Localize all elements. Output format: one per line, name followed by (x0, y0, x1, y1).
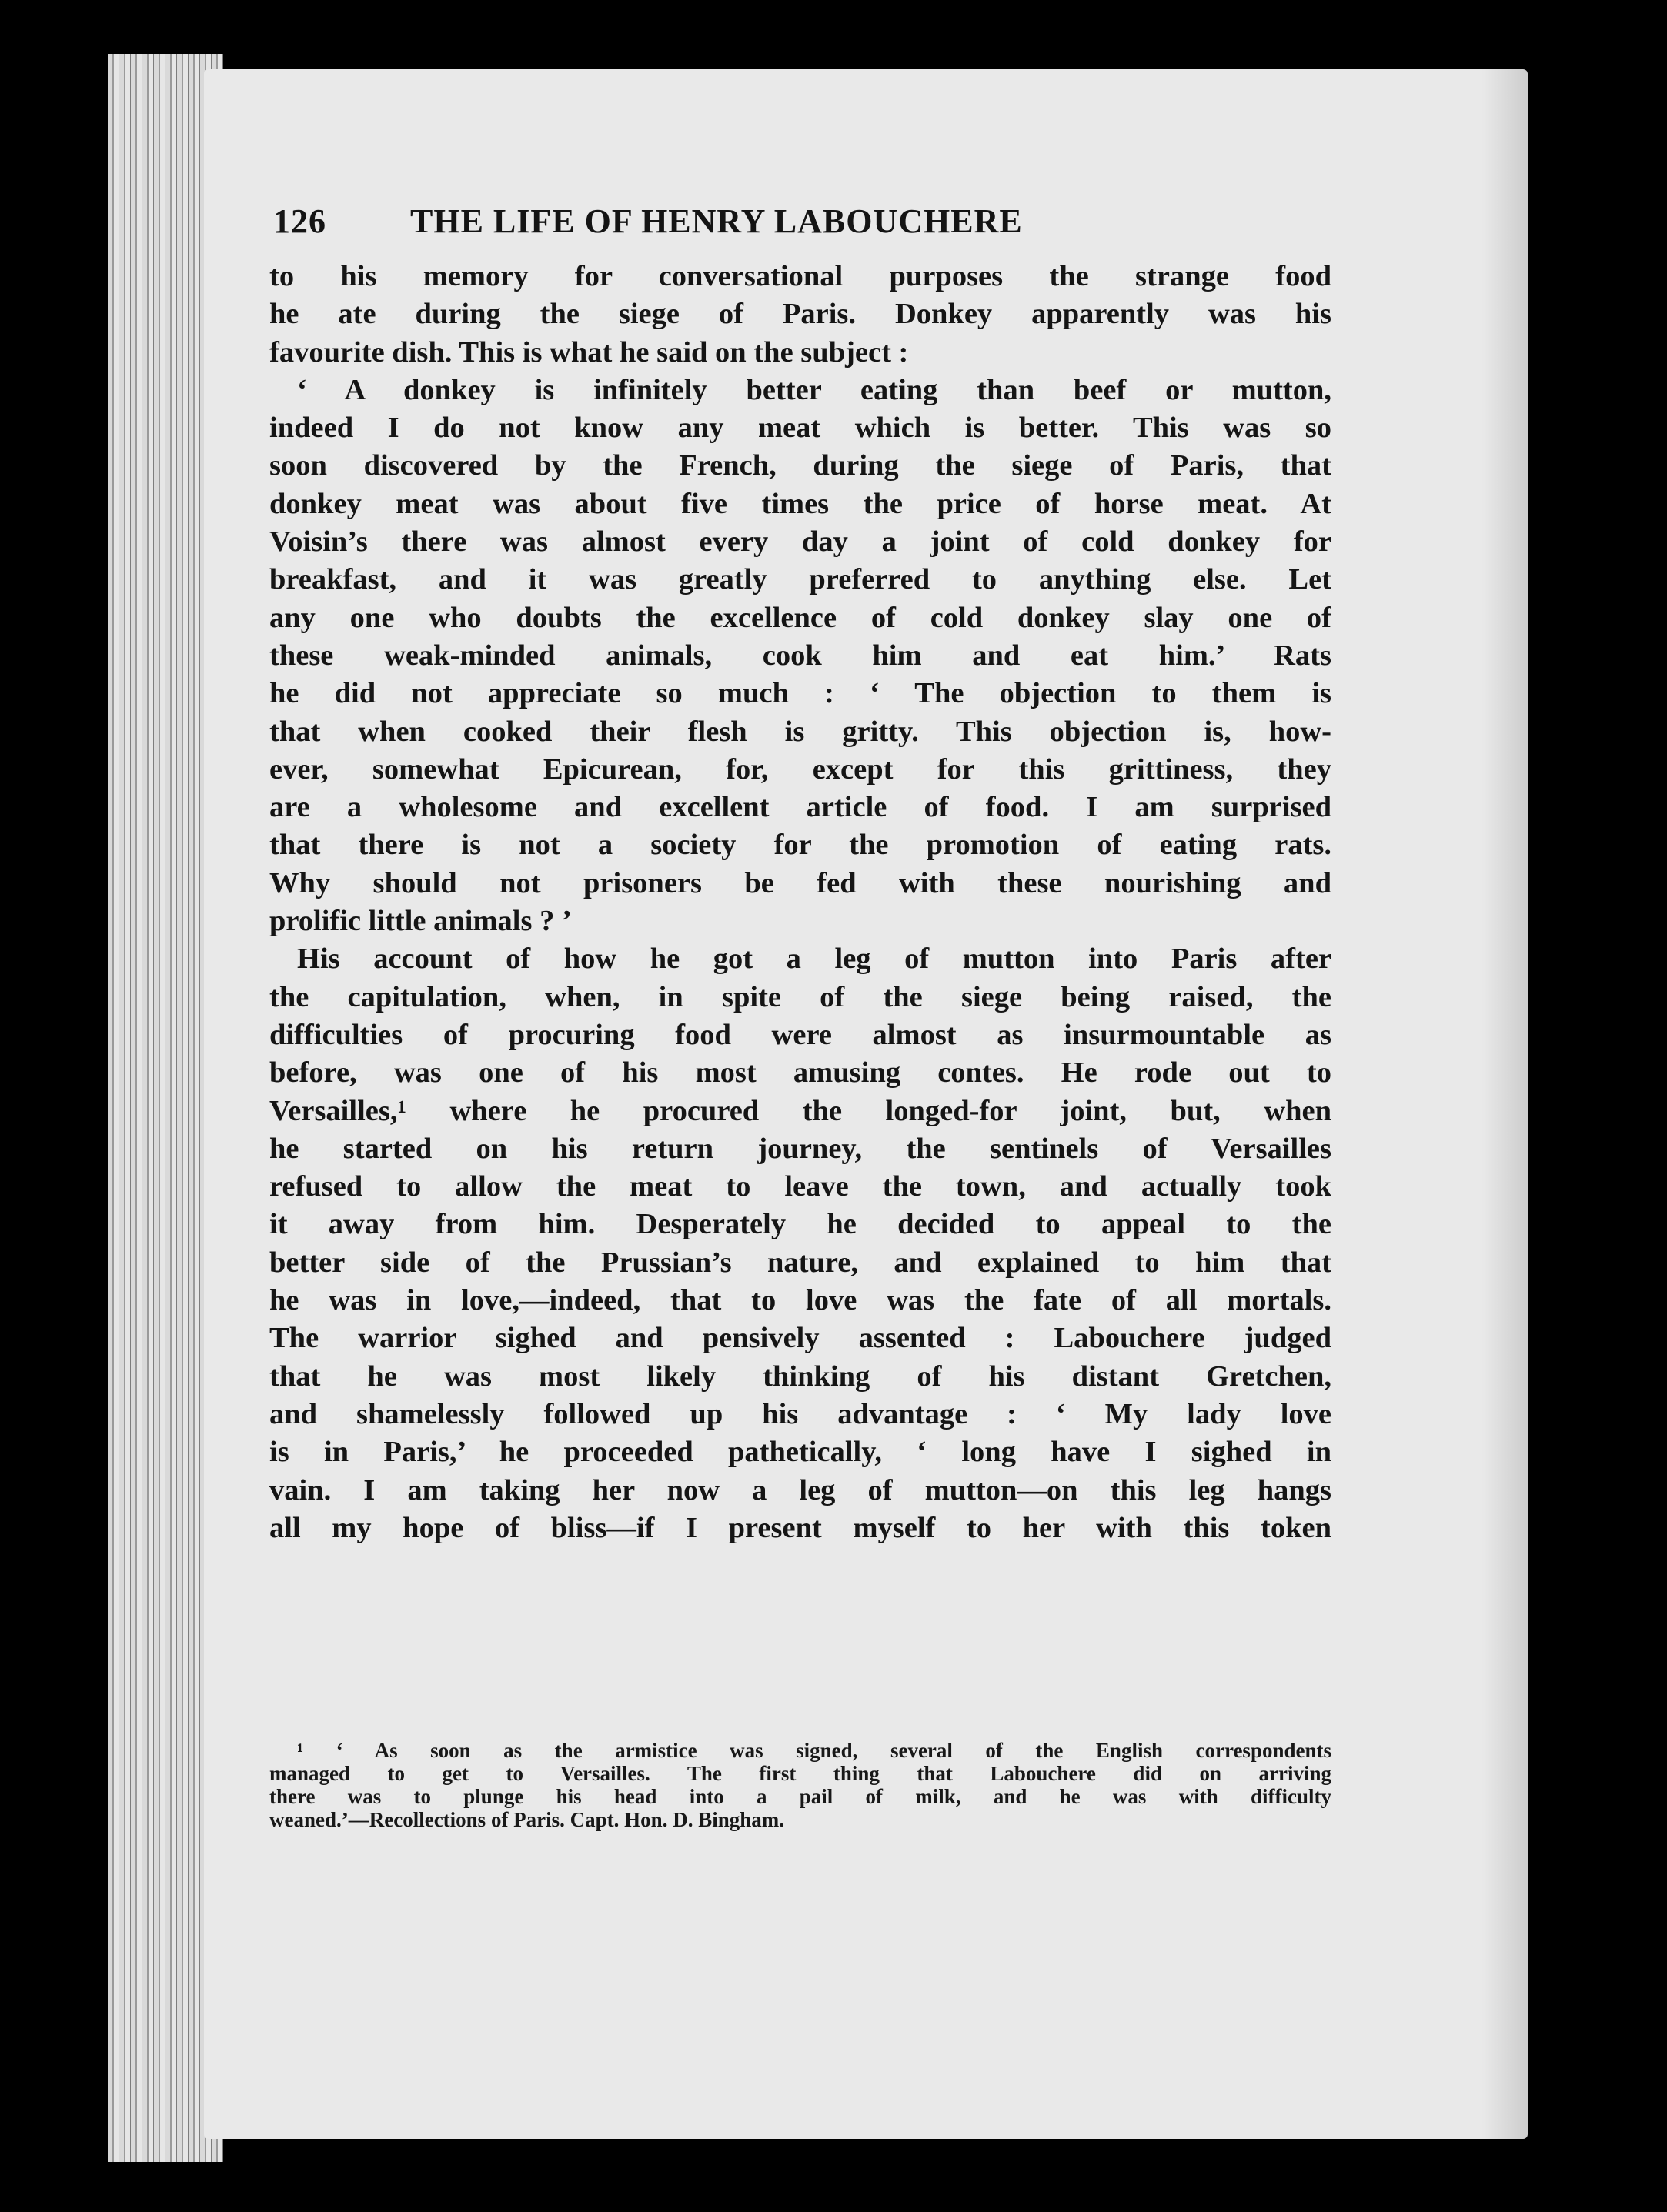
text-line: is in Paris,’ he proceeded pathetically, ‘ long have I sighed in (269, 1436, 1331, 1469)
text-line: ever, somewhat Epicurean, for, except for this grittiness, they (269, 752, 1331, 786)
page-number: 126 (273, 202, 326, 240)
text-line: Voisin’s there was almost every day a joint of cold donkey for (269, 525, 1331, 559)
text-line: favourite dish. This is what he said on the subject : (269, 335, 909, 369)
text-line: Why should not prisoners be fed with these nourishing and (269, 866, 1331, 899)
text-line: he was in love,—indeed, that to love was the fate of all mortals. (269, 1284, 1331, 1317)
text-line: vain. I am taking her now a leg of mutton—on this leg hangs (269, 1473, 1331, 1506)
text-line: it away from him. Desperately he decided to appeal to the (269, 1208, 1331, 1241)
text-line: the capitulation, when, in spite of the siege being raised, the (269, 980, 1331, 1013)
text-line: better side of the Prussian’s nature, and explained to him that (269, 1246, 1331, 1279)
text-line: breakfast, and it was greatly preferred to anything else. Let (269, 563, 1331, 596)
text-line: he did not appreciate so much : ‘ The objection to them is (269, 677, 1331, 710)
footnote-line: there was to plunge his head into a pail of milk, and he was with difficulty (269, 1785, 1331, 1808)
footnote-line: managed to get to Versailles. The first thing that Labouchere did on arriving (269, 1762, 1331, 1785)
text-line: prolific little animals ? ’ (269, 905, 572, 938)
text-line: are a wholesome and excellent article of food. I am surprised (269, 791, 1331, 824)
text-line: and shamelessly followed up his advantage : ‘ My lady love (269, 1397, 1331, 1430)
text-line: indeed I do not know any meat which is better. This was so (269, 412, 1331, 445)
body-text (269, 258, 1331, 1547)
text-line: that when cooked their flesh is gritty. This objection is, how- (269, 715, 1331, 748)
text-line: he started on his return journey, the sentinels of Versailles (269, 1132, 1331, 1165)
text-line: that he was most likely thinking of his distant Gretchen, (269, 1360, 1331, 1393)
footnote-line: ¹ ‘ As soon as the armistice was signed, several of the English correspondents (297, 1739, 1331, 1762)
text-line: all my hope of bliss—if I present myself to her with this token (269, 1511, 1331, 1544)
running-title: THE LIFE OF HENRY LABOUCHERE (410, 202, 1023, 240)
footnote (269, 1739, 1331, 1831)
text-line: he ate during the siege of Paris. Donkey apparently was his (269, 298, 1331, 331)
text-line: before, was one of his most amusing contes. He rode out to (269, 1056, 1331, 1089)
text-line: any one who doubts the excellence of cold donkey slay one of (269, 601, 1331, 634)
text-line: these weak-minded animals, cook him and eat him.’ Rats (269, 639, 1331, 672)
text-line: donkey meat was about five times the price of horse meat. At (269, 487, 1331, 520)
text-line: ‘ A donkey is infinitely better eating than beef or mutton, (297, 373, 1331, 406)
text-line: difficulties of procuring food were almost as insurmountable as (269, 1018, 1331, 1051)
text-line: to his memory for conversational purposes the strange food (269, 260, 1331, 292)
text-line: that there is not a society for the promotion of eating rats. (269, 829, 1331, 862)
text-line: soon discovered by the French, during the siege of Paris, that (269, 449, 1331, 482)
footnote-line: weaned.’—Recollections of Paris. Capt. Hon. D. Bingham. (269, 1808, 784, 1831)
text-line: Versailles,¹ where he procured the longed-for joint, but, when (269, 1094, 1331, 1127)
text-line: refused to allow the meat to leave the town, and actually took (269, 1170, 1331, 1203)
page-gutter-shadow (1482, 69, 1528, 2139)
text-line: His account of how he got a leg of mutton into Paris after (297, 943, 1331, 976)
text-line: The warrior sighed and pensively assented : Labouchere judged (269, 1322, 1331, 1355)
